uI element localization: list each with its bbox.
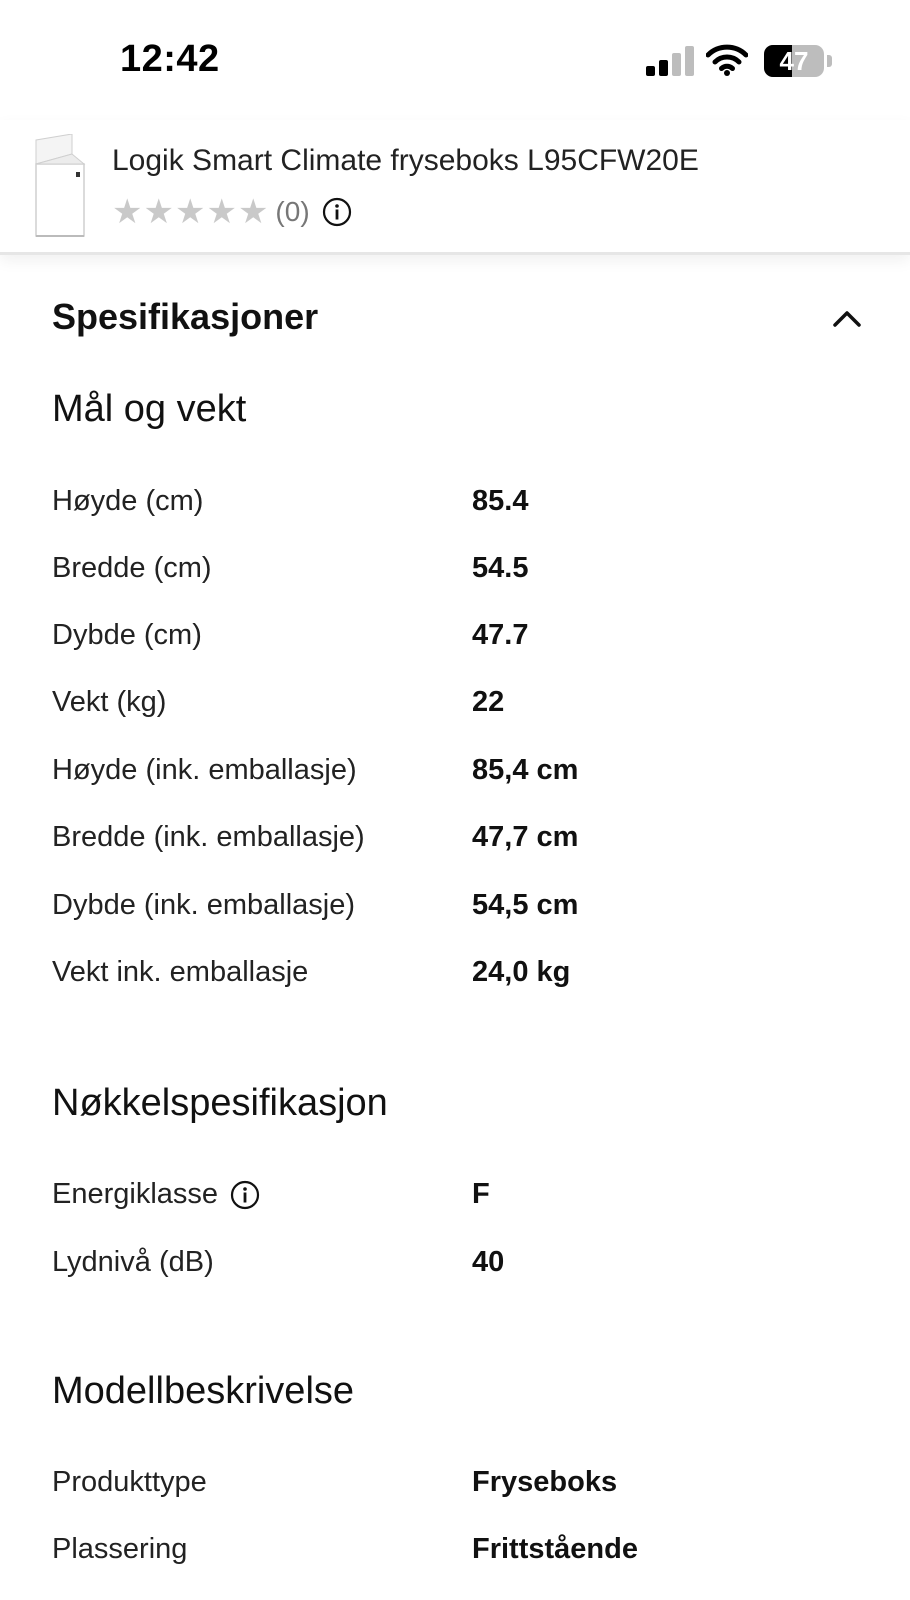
spec-row — [52, 552, 872, 612]
spec-row — [52, 821, 872, 881]
rating-stars — [112, 192, 269, 232]
spec-label — [52, 1178, 260, 1211]
star-icon: ★ — [206, 193, 237, 231]
wifi-icon — [706, 44, 748, 76]
star-icon: ★ — [112, 193, 143, 231]
group-title-model-description: Modellbeskrivelse — [52, 1370, 355, 1412]
spec-label: Vekt (kg) — [52, 686, 167, 718]
spec-value: 47,7 cm — [472, 821, 579, 853]
star-icon: ★ — [174, 193, 206, 231]
spec-row — [52, 1466, 872, 1526]
spec-value: 85,4 cm — [472, 754, 579, 786]
info-icon[interactable] — [322, 197, 352, 227]
rating-row[interactable] — [112, 192, 352, 232]
spec-value: F — [472, 1178, 490, 1210]
spec-row — [52, 956, 872, 1016]
spec-label: Plassering — [52, 1533, 188, 1565]
spec-value: 47.7 — [472, 619, 529, 651]
spec-label-text: Energiklasse — [52, 1178, 219, 1210]
spec-row — [52, 619, 872, 679]
info-icon[interactable] — [230, 1180, 260, 1210]
spec-value: Fryseboks — [472, 1466, 618, 1498]
spec-label: Vekt ink. emballasje — [52, 956, 309, 988]
spec-row — [52, 1246, 872, 1306]
spec-value: Frittstående — [472, 1533, 638, 1565]
spec-label: Bredde (cm) — [52, 552, 212, 584]
spec-row — [52, 485, 872, 545]
signal-icon — [646, 46, 694, 76]
group-title-dimensions: Mål og vekt — [52, 388, 247, 430]
spec-row — [52, 754, 872, 814]
spec-value: 54,5 cm — [472, 889, 579, 921]
spec-value: 54.5 — [472, 552, 529, 584]
spec-label: Høyde (ink. emballasje) — [52, 754, 357, 786]
spec-label: Dybde (ink. emballasje) — [52, 889, 356, 921]
rating-count: (0) — [275, 196, 310, 227]
product-header — [0, 120, 910, 255]
battery-icon — [764, 45, 832, 77]
group-title-key-specs: Nøkkelspesifikasjon — [52, 1082, 388, 1124]
spec-value: 85.4 — [472, 485, 529, 517]
product-thumbnail[interactable] — [28, 134, 92, 238]
product-title: Logik Smart Climate fryseboks L95CFW20E — [112, 144, 699, 177]
spec-value: 22 — [472, 686, 505, 718]
status-bar — [0, 0, 910, 120]
spec-row — [52, 1533, 872, 1593]
spec-label: Dybde (cm) — [52, 619, 202, 651]
spec-value: 40 — [472, 1246, 505, 1278]
spec-label: Lydnivå (dB) — [52, 1246, 214, 1278]
spec-row — [52, 1178, 872, 1238]
star-icon: ★ — [143, 193, 174, 231]
status-time: 12:42 — [120, 38, 220, 80]
spec-row — [52, 686, 872, 746]
chevron-up-icon[interactable] — [830, 304, 864, 332]
star-icon: ★ — [237, 193, 269, 231]
battery-level: 47 — [779, 46, 809, 76]
spec-label: Høyde (cm) — [52, 485, 204, 517]
spec-label: Produkttype — [52, 1466, 207, 1498]
spec-row — [52, 889, 872, 949]
spec-value: 24,0 kg — [472, 956, 571, 988]
specifications-title[interactable]: Spesifikasjoner — [52, 296, 319, 337]
spec-label: Bredde (ink. emballasje) — [52, 821, 365, 853]
